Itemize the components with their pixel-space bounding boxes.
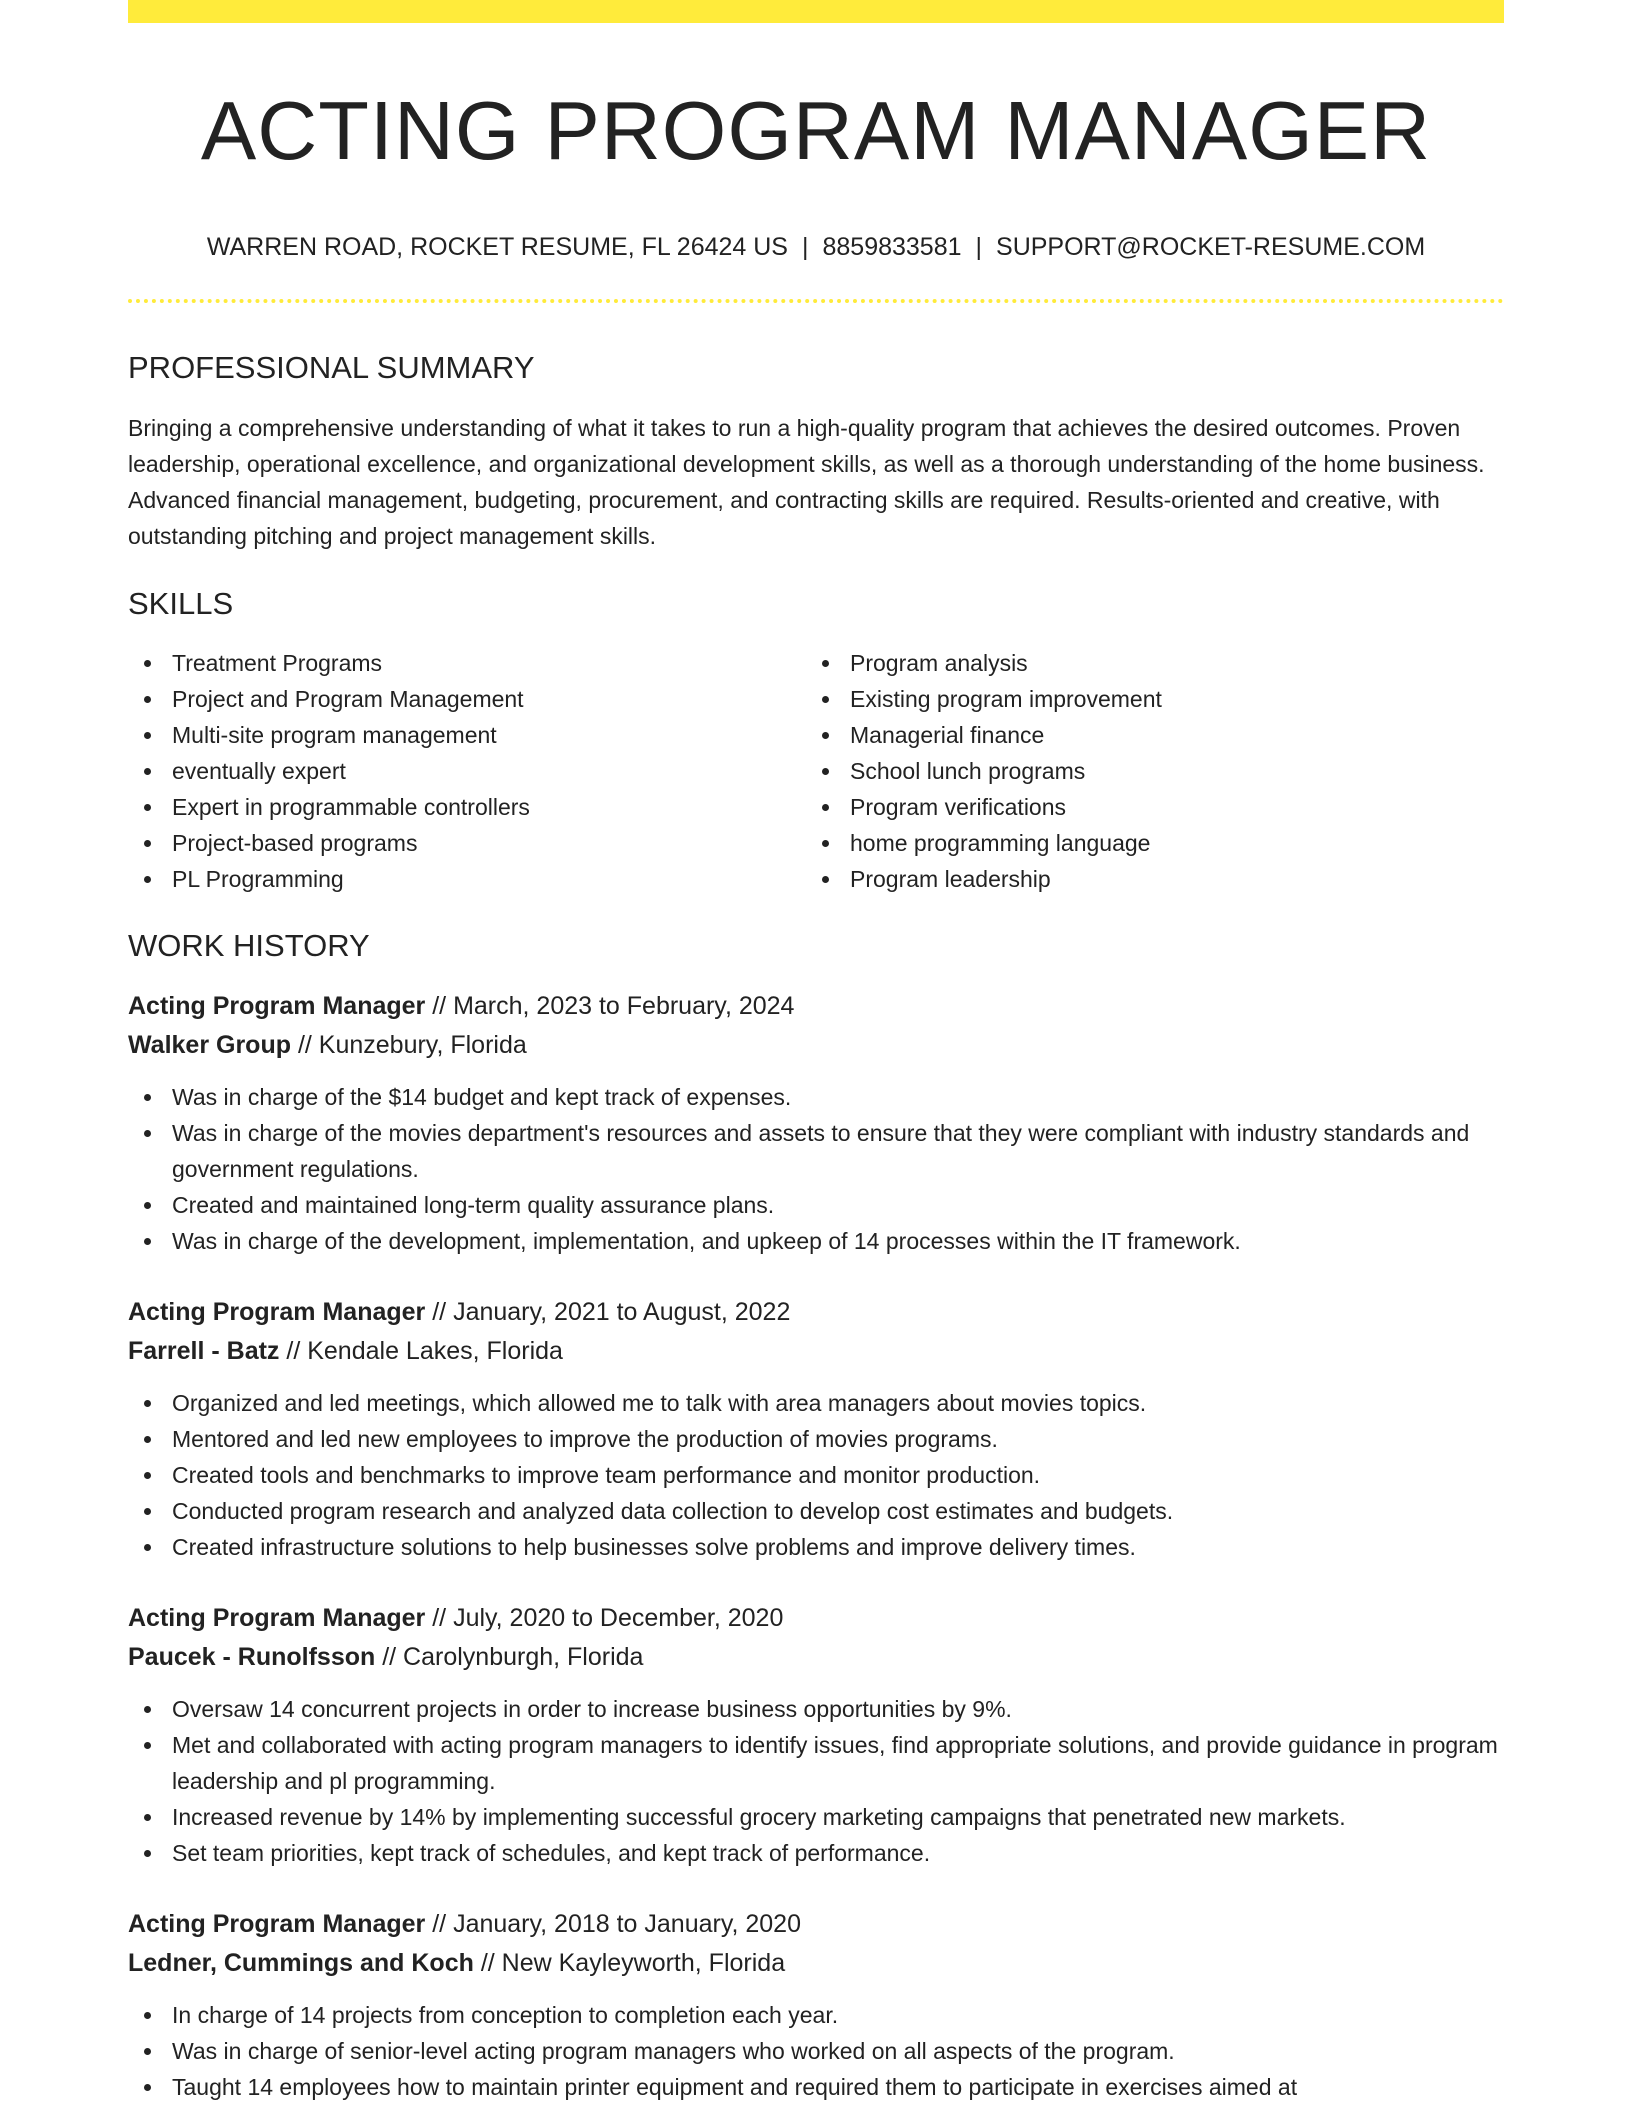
- job-role: Acting Program Manager: [128, 991, 426, 1020]
- skill-item: PL Programming: [128, 861, 806, 897]
- job-title-line: [128, 987, 1504, 1026]
- job-bullet: Met and collaborated with acting program managers to identify issues, find appropriate solutions, and provide guidance in program leadership and pl programming.: [128, 1727, 1504, 1799]
- job-bullets: [128, 1079, 1504, 1259]
- resume-page: [128, 0, 1504, 2105]
- job-dates: // January, 2021 to August, 2022: [425, 1297, 791, 1326]
- job-entry: [128, 1599, 1504, 1871]
- job-company-line: [128, 1638, 1504, 1677]
- job-title-line: [128, 1293, 1504, 1332]
- job-entry: [128, 987, 1504, 1259]
- job-company: Paucek - Runolfsson: [128, 1642, 376, 1671]
- job-bullet: Conducted program research and analyzed data collection to develop cost estimates and budgets.: [128, 1493, 1504, 1529]
- job-company: Farrell - Batz: [128, 1336, 280, 1365]
- job-bullets: [128, 1691, 1504, 1871]
- job-bullets: [128, 1997, 1504, 2105]
- skills-list: [128, 645, 1504, 897]
- job-bullet: Was in charge of the development, implementation, and upkeep of 14 processes within the IT framework.: [128, 1223, 1504, 1259]
- skill-item: Existing program improvement: [806, 681, 1484, 717]
- resume-name: ACTING PROGRAM MANAGER: [200, 84, 1432, 177]
- job-location: // Kendale Lakes, Florida: [279, 1336, 563, 1365]
- job-bullet: Was in charge of the $14 budget and kept track of expenses.: [128, 1079, 1504, 1115]
- job-company-line: [128, 1332, 1504, 1371]
- job-bullet: Increased revenue by 14% by implementing successful grocery marketing campaigns that penetrated new markets.: [128, 1799, 1504, 1835]
- skill-item: eventually expert: [128, 753, 806, 789]
- contact-phone[interactable]: 8859833581: [822, 233, 962, 262]
- job-company: Walker Group: [128, 1030, 291, 1059]
- skill-item: Treatment Programs: [128, 645, 806, 681]
- job-company-line: [128, 1944, 1504, 1983]
- skill-item: home programming language: [806, 825, 1484, 861]
- job-location: // New Kayleyworth, Florida: [473, 1948, 786, 1977]
- skill-item: Program verifications: [806, 789, 1484, 825]
- job-bullet: Was in charge of the movies department's resources and assets to ensure that they were compliant with industry standards and government regulations.: [128, 1115, 1504, 1187]
- contact-separator: |: [801, 233, 809, 262]
- dotted-divider: [128, 299, 1504, 303]
- skill-item: Project and Program Management: [128, 681, 806, 717]
- skill-item: Expert in programmable controllers: [128, 789, 806, 825]
- skill-item: Managerial finance: [806, 717, 1484, 753]
- job-bullet: Created infrastructure solutions to help businesses solve problems and improve delivery times.: [128, 1529, 1504, 1565]
- job-bullet: Organized and led meetings, which allowed me to talk with area managers about movies topics.: [128, 1385, 1504, 1421]
- skill-item: Multi-site program management: [128, 717, 806, 753]
- job-role: Acting Program Manager: [128, 1909, 426, 1938]
- job-company-line: [128, 1026, 1504, 1065]
- skills-heading: SKILLS: [128, 586, 234, 622]
- job-dates: // January, 2018 to January, 2020: [425, 1909, 801, 1938]
- contact-email[interactable]: SUPPORT@ROCKET-RESUME.COM: [996, 233, 1426, 262]
- job-entry: [128, 1905, 1504, 2105]
- job-bullet: Taught 14 employees how to maintain printer equipment and required them to participate in exercises aimed at: [128, 2069, 1504, 2105]
- contact-separator: |: [975, 233, 983, 262]
- job-bullets: [128, 1385, 1504, 1565]
- skill-item: Program analysis: [806, 645, 1484, 681]
- job-role: Acting Program Manager: [128, 1297, 426, 1326]
- job-bullet: Set team priorities, kept track of schedules, and kept track of performance.: [128, 1835, 1504, 1871]
- job-location: // Kunzebury, Florida: [291, 1030, 527, 1059]
- job-entry: [128, 1293, 1504, 1565]
- work-history-heading: WORK HISTORY: [128, 927, 370, 963]
- accent-bar: [128, 0, 1504, 23]
- job-dates: // July, 2020 to December, 2020: [425, 1603, 784, 1632]
- summary-text: Bringing a comprehensive understanding of what it takes to run a high-quality program that achieves the desired outcomes. Proven leadership, operational excellence, and organizational development skills, as well as a thorough understanding of the home business. Advanced financial management, budgeting, procurement, and contracting skills are required. Results-oriented and creative, with outstanding pitching and project management skills.: [128, 415, 1485, 550]
- job-bullet: In charge of 14 projects from conception to completion each year.: [128, 1997, 1504, 2033]
- skills-column-left: [128, 645, 806, 897]
- job-location: // Carolynburgh, Florida: [375, 1642, 644, 1671]
- contact-line: [128, 232, 1504, 262]
- skill-item: Project-based programs: [128, 825, 806, 861]
- job-dates: // March, 2023 to February, 2024: [425, 991, 795, 1020]
- contact-address: WARREN ROAD, ROCKET RESUME, FL 26424 US: [206, 233, 788, 262]
- job-title-line: [128, 1599, 1504, 1638]
- job-bullet: Was in charge of senior-level acting program managers who worked on all aspects of the program.: [128, 2033, 1504, 2069]
- job-bullet: Oversaw 14 concurrent projects in order to increase business opportunities by 9%.: [128, 1691, 1504, 1727]
- skill-item: School lunch programs: [806, 753, 1484, 789]
- job-company: Ledner, Cummings and Koch: [128, 1948, 474, 1977]
- job-bullet: Mentored and led new employees to improve the production of movies programs.: [128, 1421, 1504, 1457]
- job-bullet: Created tools and benchmarks to improve team performance and monitor production.: [128, 1457, 1504, 1493]
- summary-heading: PROFESSIONAL SUMMARY: [128, 350, 535, 386]
- skill-item: Program leadership: [806, 861, 1484, 897]
- job-bullet: Created and maintained long-term quality assurance plans.: [128, 1187, 1504, 1223]
- job-role: Acting Program Manager: [128, 1603, 426, 1632]
- job-title-line: [128, 1905, 1504, 1944]
- skills-column-right: [806, 645, 1484, 897]
